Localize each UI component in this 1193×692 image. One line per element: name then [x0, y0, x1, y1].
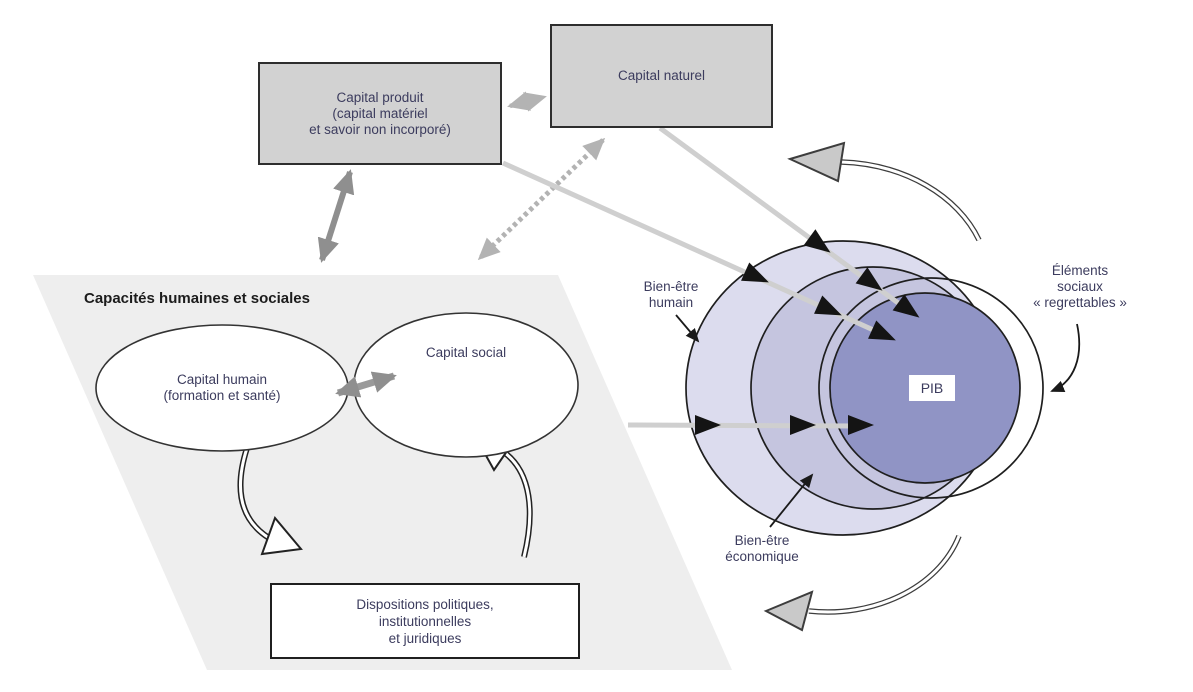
capital-humain-line2: (formation et santé) [163, 388, 281, 403]
dispositions-line3: et juridiques [388, 630, 462, 646]
capital-produit-line1: Capital produit [336, 89, 424, 105]
capital-naturel-box [550, 24, 773, 128]
dispositions-line2: institutionnelles [378, 613, 472, 629]
pib-label: PIB [909, 375, 955, 401]
pointer-elements-sociaux [1052, 324, 1079, 391]
arrow-produit-naturel [510, 97, 544, 106]
dispositions-line1: Dispositions politiques, [356, 596, 494, 612]
elements-sociaux-line2: sociaux [1057, 279, 1103, 294]
bien-etre-economique-label [692, 533, 832, 565]
capital-social-label: Capital social [425, 345, 507, 360]
capital-naturel-label: Capital naturel [617, 68, 706, 83]
feedback-arrow-top [790, 143, 979, 240]
capital-produit-line2: (capital matériel [332, 105, 428, 121]
bien-etre-economique-line2: économique [725, 549, 799, 564]
capital-humain-label [122, 372, 322, 404]
capital-social-ellipse [354, 313, 578, 457]
capabilities-title: Capacités humaines et sociales [84, 290, 310, 307]
bien-etre-humain-line1: Bien-être [643, 279, 699, 294]
capital-humain-line1: Capital humain [176, 372, 268, 387]
bien-etre-humain-line2: humain [648, 295, 694, 310]
dispositions-box [270, 583, 580, 659]
elements-sociaux-line1: Éléments [1051, 263, 1109, 278]
arrow-produit-capabilities [322, 172, 350, 260]
pointer-bien-etre-humain [676, 315, 698, 341]
bien-etre-economique-line1: Bien-être [734, 533, 790, 548]
capital-produit-box [258, 62, 502, 165]
capital-produit-line3: et savoir non incorporé) [309, 121, 451, 137]
elements-sociaux-line3: « regrettables » [1033, 295, 1127, 310]
elements-sociaux-label [1004, 263, 1156, 311]
bien-etre-humain-label [611, 279, 731, 311]
